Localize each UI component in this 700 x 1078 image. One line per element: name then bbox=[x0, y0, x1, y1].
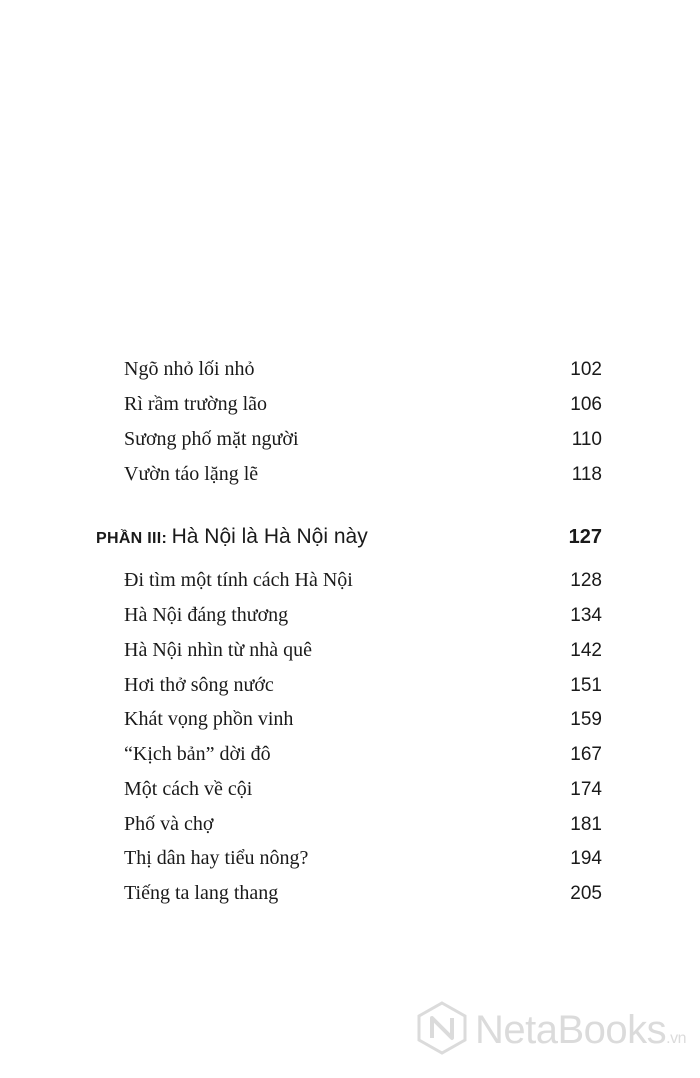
toc-entry-page: 205 bbox=[570, 883, 602, 904]
toc-entry[interactable] bbox=[124, 354, 602, 384]
part-page: 127 bbox=[568, 526, 602, 548]
watermark-brand bbox=[475, 1008, 686, 1053]
toc-entry-title: Sương phố mặt người bbox=[124, 428, 299, 450]
toc-entry-page: 102 bbox=[570, 359, 602, 380]
toc-entry-page: 151 bbox=[570, 675, 602, 696]
toc-entry[interactable] bbox=[124, 635, 602, 665]
netabooks-watermark bbox=[415, 1000, 686, 1060]
toc-entry[interactable] bbox=[124, 704, 602, 734]
toc-entry-title: Phố và chợ bbox=[124, 813, 214, 835]
netabooks-logo-icon bbox=[415, 1001, 469, 1060]
toc-entry[interactable] bbox=[124, 809, 602, 839]
toc-entry-title: “Kịch bản” dời đô bbox=[124, 743, 271, 765]
toc-entry-page: 181 bbox=[570, 814, 602, 835]
toc-entry[interactable] bbox=[124, 600, 602, 630]
part-title: Hà Nội là Hà Nội này bbox=[171, 525, 368, 548]
toc-entry-page: 194 bbox=[570, 848, 602, 869]
part-label: PHẦN III: bbox=[96, 530, 168, 547]
toc-entry[interactable] bbox=[124, 739, 602, 769]
toc-entry-title: Hà Nội nhìn từ nhà quê bbox=[124, 639, 313, 661]
toc-entry[interactable] bbox=[124, 459, 602, 489]
toc-entry-title: Vườn táo lặng lẽ bbox=[124, 463, 259, 485]
toc-entry-title: Ngõ nhỏ lối nhỏ bbox=[124, 358, 255, 380]
toc-entry[interactable] bbox=[124, 389, 602, 419]
toc-entry-title: Một cách về cội bbox=[124, 778, 253, 800]
toc-entry-title: Hà Nội đáng thương bbox=[124, 604, 289, 626]
toc-entry-page: 110 bbox=[571, 429, 602, 450]
toc-entry[interactable] bbox=[124, 843, 602, 873]
toc-entry-title: Đi tìm một tính cách Hà Nội bbox=[124, 569, 353, 591]
toc-entry[interactable] bbox=[124, 565, 602, 595]
toc-entry-page: 118 bbox=[571, 464, 602, 485]
toc-entry-page: 134 bbox=[570, 605, 602, 626]
toc-entry[interactable] bbox=[124, 878, 602, 908]
toc-entry-title: Khát vọng phồn vinh bbox=[124, 708, 294, 730]
toc-entry-page: 174 bbox=[570, 779, 602, 800]
watermark-suffix: .vn bbox=[666, 1029, 686, 1047]
toc-entry-page: 106 bbox=[570, 394, 602, 415]
part-heading-text bbox=[96, 520, 368, 556]
toc-entry-title: Tiếng ta lang thang bbox=[124, 882, 279, 904]
toc-entry-title: Rì rầm trường lão bbox=[124, 393, 268, 415]
watermark-brand-text: NetaBooks bbox=[474, 1007, 667, 1052]
toc-entry-page: 167 bbox=[570, 744, 602, 765]
toc-entry[interactable] bbox=[124, 774, 602, 804]
toc-entry[interactable] bbox=[124, 424, 602, 454]
toc-part-heading[interactable] bbox=[96, 520, 602, 554]
toc-entry[interactable] bbox=[124, 670, 602, 700]
toc-entry-title: Hơi thở sông nước bbox=[124, 674, 274, 696]
toc-entry-page: 142 bbox=[570, 640, 602, 661]
toc-entry-page: 159 bbox=[570, 709, 602, 730]
toc-entry-title: Thị dân hay tiểu nông? bbox=[124, 847, 309, 869]
toc-entry-page: 128 bbox=[570, 570, 602, 591]
